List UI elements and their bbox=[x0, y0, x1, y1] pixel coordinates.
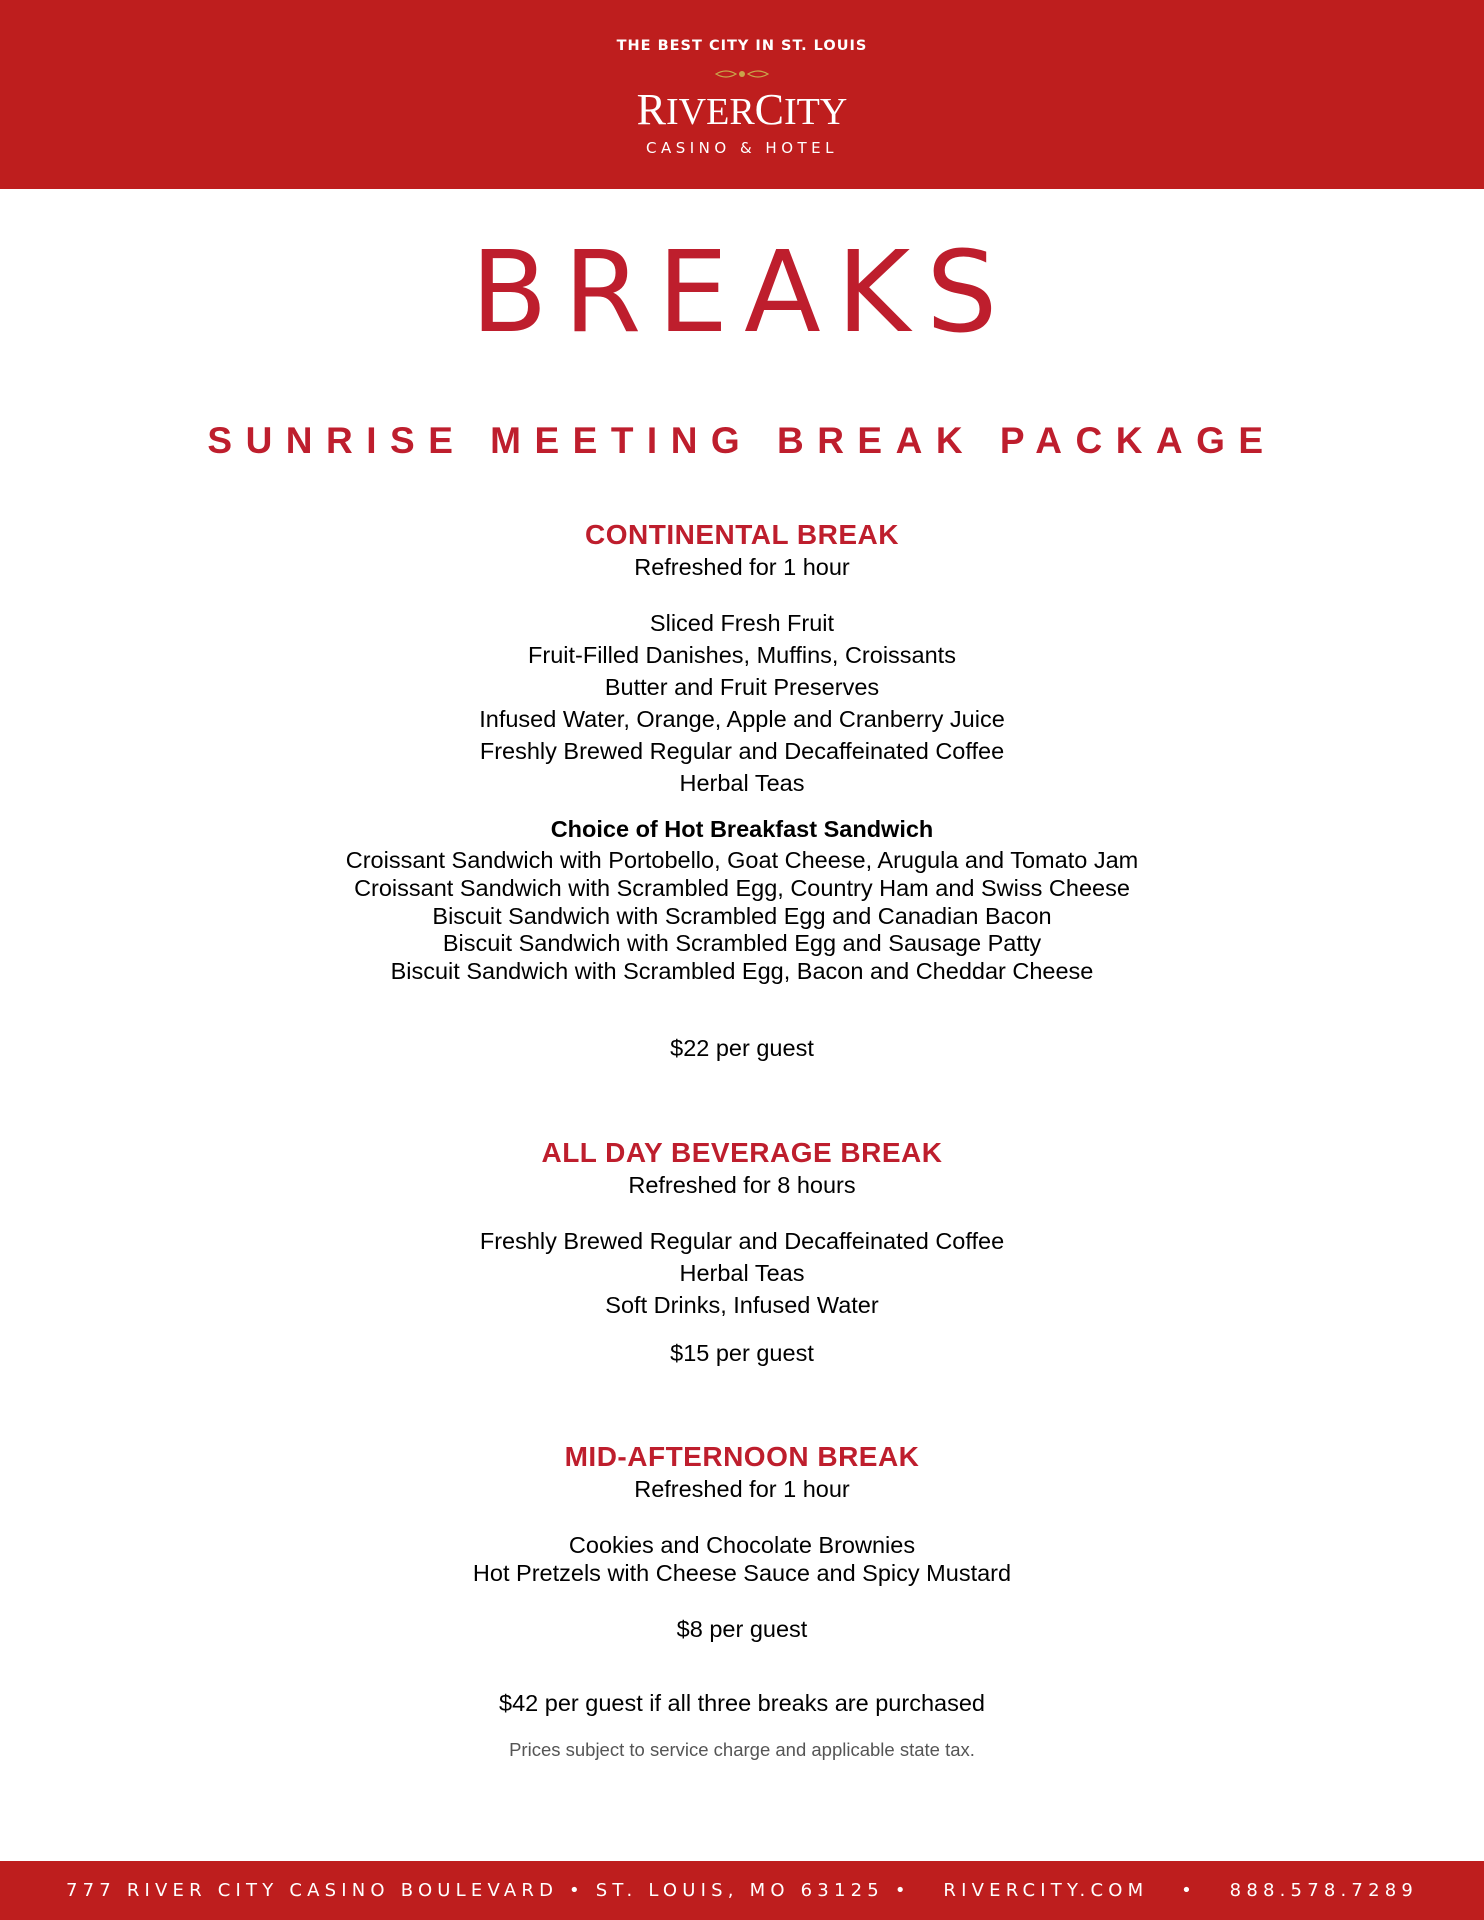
logo-subtitle: CASINO & HOTEL bbox=[645, 139, 839, 157]
afternoon-title: MID-AFTERNOON BREAK bbox=[564, 1441, 920, 1472]
tax-note: Prices subject to service charge and applicable state tax. bbox=[509, 1739, 975, 1760]
beverage-price: $15 per guest bbox=[670, 1340, 814, 1366]
afternoon-refresh: Refreshed for 1 hour bbox=[634, 1476, 850, 1502]
tagline: THE BEST CITY IN ST. LOUIS bbox=[616, 38, 868, 54]
beverage-refresh: Refreshed for 8 hours bbox=[628, 1172, 856, 1198]
list-item: Freshly Brewed Regular and Decaffeinated Coffee bbox=[479, 1228, 1005, 1254]
list-item: Biscuit Sandwich with Scrambled Egg and Canadian Bacon bbox=[432, 903, 1052, 929]
list-item: Croissant Sandwich with Scrambled Egg, Country Ham and Swiss Cheese bbox=[354, 875, 1130, 901]
list-item: Herbal Teas bbox=[679, 770, 805, 796]
footer-contact: 777 RIVER CITY CASINO BOULEVARD • ST. LOUIS, MO 63125 • RIVERCITY.COM • 888.578.7289 bbox=[65, 1880, 1419, 1901]
afternoon-price: $8 per guest bbox=[676, 1616, 808, 1642]
list-item: Fruit-Filled Danishes, Muffins, Croissants bbox=[528, 642, 956, 668]
list-item: Hot Pretzels with Cheese Sauce and Spicy Mustard bbox=[472, 1560, 1012, 1586]
list-item: Butter and Fruit Preserves bbox=[604, 674, 880, 700]
sandwich-heading: Choice of Hot Breakfast Sandwich bbox=[550, 816, 934, 842]
list-item: Biscuit Sandwich with Scrambled Egg and Sausage Patty bbox=[442, 930, 1042, 956]
continental-price: $22 per guest bbox=[670, 1035, 814, 1061]
list-item: Soft Drinks, Infused Water bbox=[605, 1292, 879, 1318]
list-item: Cookies and Chocolate Brownies bbox=[568, 1532, 916, 1558]
continental-refresh: Refreshed for 1 hour bbox=[634, 554, 850, 580]
list-item: Biscuit Sandwich with Scrambled Egg, Bacon and Cheddar Cheese bbox=[390, 958, 1094, 984]
footer-bar bbox=[0, 1861, 1484, 1920]
bundle-price: $42 per guest if all three breaks are purchased bbox=[499, 1690, 985, 1716]
list-item: Herbal Teas bbox=[679, 1260, 805, 1286]
header-banner bbox=[0, 0, 1484, 189]
list-item: Croissant Sandwich with Portobello, Goat Cheese, Arugula and Tomato Jam bbox=[345, 847, 1139, 873]
beverage-title: ALL DAY BEVERAGE BREAK bbox=[541, 1137, 943, 1168]
package-title: SUNRISE MEETING BREAK PACKAGE bbox=[207, 420, 1277, 461]
page-title: BREAKS bbox=[470, 228, 1014, 358]
ornament-icon bbox=[712, 66, 772, 82]
list-item: Infused Water, Orange, Apple and Cranberry Juice bbox=[479, 706, 1005, 732]
continental-title: CONTINENTAL BREAK bbox=[585, 519, 899, 550]
list-item: Sliced Fresh Fruit bbox=[649, 610, 835, 636]
logo-wordmark: RIVERCITY bbox=[636, 85, 848, 134]
list-item: Freshly Brewed Regular and Decaffeinated Coffee bbox=[479, 738, 1005, 764]
